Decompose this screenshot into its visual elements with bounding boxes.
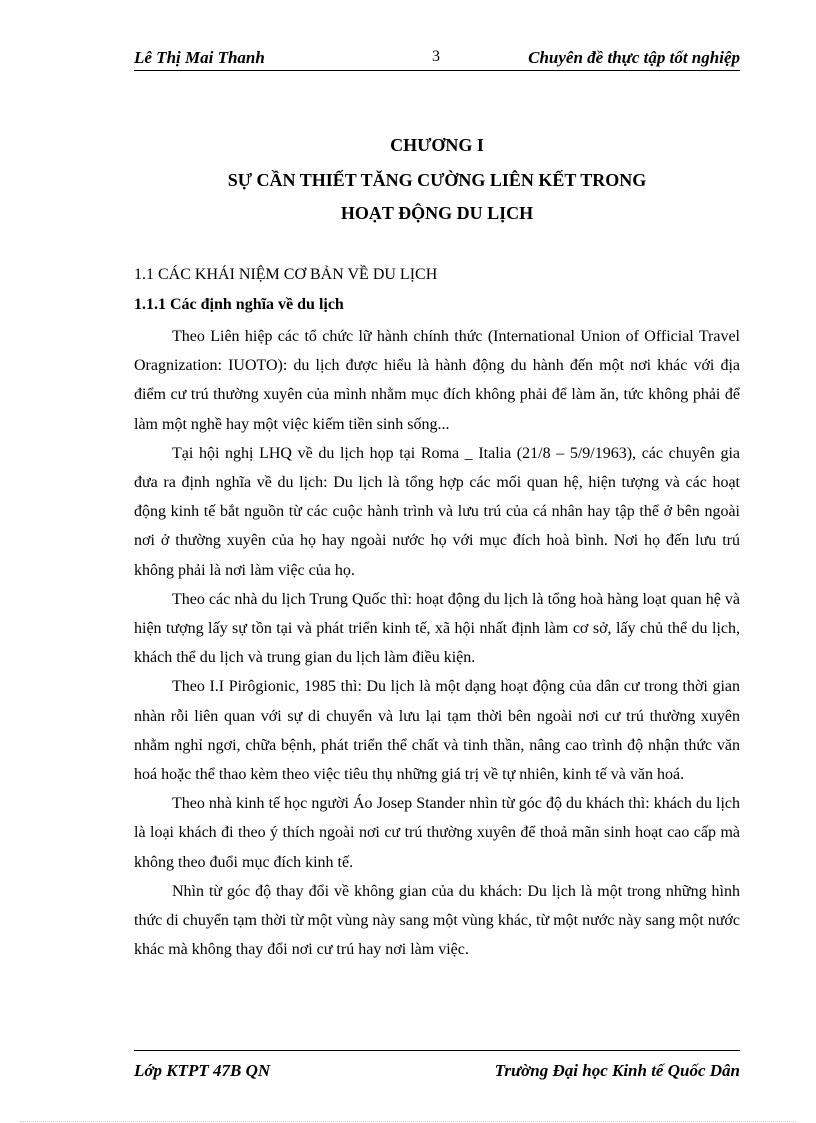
page-bottom-divider [20, 1121, 796, 1122]
paragraph: Theo Liên hiệp các tổ chức lữ hành chính thức (International Union of Official Travel Oragnization: IUOTO): du lịch được hiểu là hành động du hành đến một nơi khác với địa điểm cư trú thường xuyên của mình nhằm mục đích không phải để làm ăn, tức không phải để làm một nghề hay một việc kiếm tiền sinh sống... [134, 328, 740, 433]
body-text [134, 322, 740, 964]
footer-school: Trường Đại học Kinh tế Quốc Dân [494, 1061, 740, 1080]
paragraph: Theo nhà kinh tế học người Áo Josep Stander nhìn từ góc độ du khách thì: khách du lịch là loại khách đi theo ý thích ngoài nơi cư trú thường xuyên để thoả mãn sinh hoạt cao cấp mà không theo đuổi mục đích kinh tế. [134, 795, 740, 871]
chapter-title-line2: HOẠT ĐỘNG DU LỊCH [340, 203, 534, 223]
section-heading: 1.1 CÁC KHÁI NIỆM CƠ BẢN VỀ DU LỊCH [134, 266, 438, 283]
paragraph: Tại hội nghị LHQ về du lịch họp tại Roma _ Italia (21/8 – 5/9/1963), các chuyên gia đưa ra định nghĩa về du lịch: Du lịch là tổng hợp các mối quan hệ, hiện tượng và các hoạt động kinh tế bắt nguồn từ các cuộc hành trình và lưu trú của cá nhân hay tập thể ở bên ngoài nơi ở thường xuyên của họ hay ngoài nước họ với mục đích hoà bình. Nơi họ đến lưu trú không phải là nơi làm việc của họ. [134, 444, 740, 579]
header-doc-title: Chuyên đề thực tập tốt nghiệp [528, 48, 740, 67]
paragraph: Nhìn từ góc độ thay đổi về không gian của du khách: Du lịch là một trong những hình thức di chuyển tạm thời từ một vùng này sang một vùng khác, từ một nước này sang một nước khác mà không thay đổi nơi cư trú hay nơi làm việc. [134, 882, 740, 959]
header-author: Lê Thị Mai Thanh [134, 48, 265, 67]
paragraph: Theo các nhà du lịch Trung Quốc thì: hoạt động du lịch là tổng hoà hàng loạt quan hệ và hiện tượng lấy sự tồn tại và phát triển kinh tế, xã hội nhất định làm cơ sở, lấy chủ thể du lịch, khách thể du lịch và trung gian du lịch làm điều kiện. [134, 590, 740, 667]
page-header [134, 46, 740, 71]
page-number: 3 [432, 48, 440, 65]
page-footer [134, 1050, 740, 1081]
subsection-heading: 1.1.1 Các định nghĩa về du lịch [134, 296, 344, 313]
chapter-number: CHƯƠNG I [390, 135, 484, 155]
paragraph: Theo I.I Pirôgionic, 1985 thì: Du lịch là một dạng hoạt động của dân cư trong thời gian nhàn rỗi liên quan với sự di chuyển và lưu lại tạm thời bên ngoài nơi cư trú thường xuyên nhằm nghỉ ngơi, chữa bệnh, phát triển thể chất và tinh thần, nâng cao trình độ nhận thức văn hoá hoặc thể thao kèm theo việc tiêu thụ những giá trị về tự nhiên, kinh tế và văn hoá. [134, 678, 740, 784]
chapter-title-line1: SỰ CẦN THIẾT TĂNG CƯỜNG LIÊN KẾT TRONG [227, 170, 647, 190]
footer-class-label: Lớp KTPT 47B QN [134, 1061, 271, 1080]
